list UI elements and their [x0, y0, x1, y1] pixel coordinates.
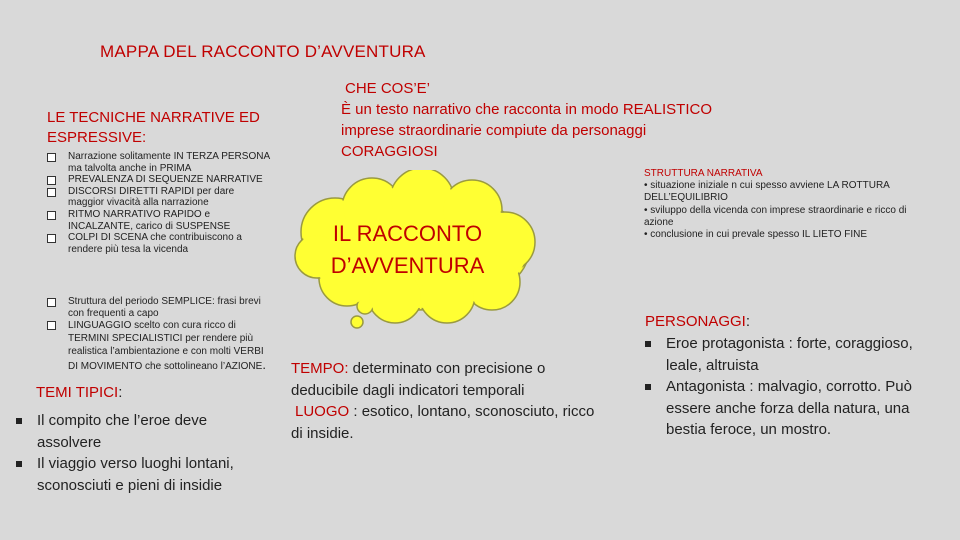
square-bullet-icon — [16, 418, 22, 424]
list-item: PREVALENZA DI SEQUENZE NARRATIVE — [47, 174, 272, 186]
struttura-narrativa — [644, 168, 914, 241]
struttura-line: • conclusione in cui prevale spesso IL LIETO FINE — [644, 229, 868, 241]
definizione-title: CHE COS’E’ — [345, 80, 431, 97]
central-title: IL RACCONTO D’AVVENTURA — [330, 221, 485, 278]
struttura-line: • sviluppo della vicenda con imprese straordinarie e ricco di azione — [644, 204, 907, 228]
square-bullet-icon — [16, 461, 22, 467]
tempo-luogo: TEMPO: determinato con precisione o deducibile dagli indicatori temporali LUOGO : esotico, lontano, sconosciuto, ricco di insidie. — [291, 360, 595, 442]
struttura-title: STRUTTURA NARRATIVA — [644, 168, 763, 179]
personaggi-title: PERSONAGGI: — [645, 313, 751, 330]
checkbox-bullet-icon — [47, 188, 56, 197]
page-title: MAPPA DEL RACCONTO D’AVVENTURA — [100, 42, 426, 61]
definizione — [341, 78, 721, 162]
tecniche-list — [47, 151, 272, 255]
struttura-line: • situazione iniziale n cui spesso avviene LA ROTTURA DELL’EQUILIBRIO — [644, 180, 890, 204]
list-item: Antagonista : malvagio, corrotto. Può essere anche forza della natura, una bestia feroce, un mostro. — [644, 376, 924, 441]
list-item: RITMO NARRATIVO RAPIDO e INCALZANTE, carico di SUSPENSE — [47, 209, 272, 232]
list-item: Il viaggio verso luoghi lontani, sconosciuti e pieni di insidie — [14, 453, 264, 496]
square-bullet-icon — [645, 341, 651, 347]
list-item: Narrazione solitamente IN TERZA PERSONA ma talvolta anche in PRIMA — [47, 151, 272, 174]
checkbox-bullet-icon — [47, 153, 56, 162]
temi-title: TEMI TIPICI: — [36, 384, 123, 401]
checkbox-bullet-icon — [47, 321, 56, 330]
checkbox-bullet-icon — [47, 176, 56, 185]
list-item: Il compito che l’eroe deve assolvere — [14, 410, 264, 453]
list-item: DISCORSI DIRETTI RAPIDI per dare maggior vivacità alla narrazione — [47, 186, 272, 209]
list-item: Eroe protagonista : forte, coraggioso, leale, altruista — [644, 333, 924, 376]
checkbox-bullet-icon — [47, 234, 56, 243]
temi-list — [14, 410, 264, 496]
square-bullet-icon — [645, 384, 651, 390]
list-item: COLPI DI SCENA che contribuiscono a rendere più tesa la vicenda — [47, 232, 272, 255]
tecniche-list-2 — [47, 296, 272, 373]
personaggi-list — [644, 333, 924, 441]
checkbox-bullet-icon — [47, 298, 56, 307]
definizione-text: È un testo narrativo che racconta in modo REALISTICO imprese straordinarie compiute da personaggi CORAGGIOSI — [341, 101, 713, 160]
checkbox-bullet-icon — [47, 211, 56, 220]
list-item: LINGUAGGIO scelto con cura ricco di TERMINI SPECIALISTICI per rendere più realistica l’ambientazione e con molti VERBI DI MOVIMENTO che sottolineano l’AZIONE. — [47, 319, 272, 373]
list-item: Struttura del periodo SEMPLICE: frasi brevi con frequenti a capo — [47, 296, 272, 319]
tecniche-title: LE TECNICHE NARRATIVE ED ESPRESSIVE: — [47, 109, 260, 146]
